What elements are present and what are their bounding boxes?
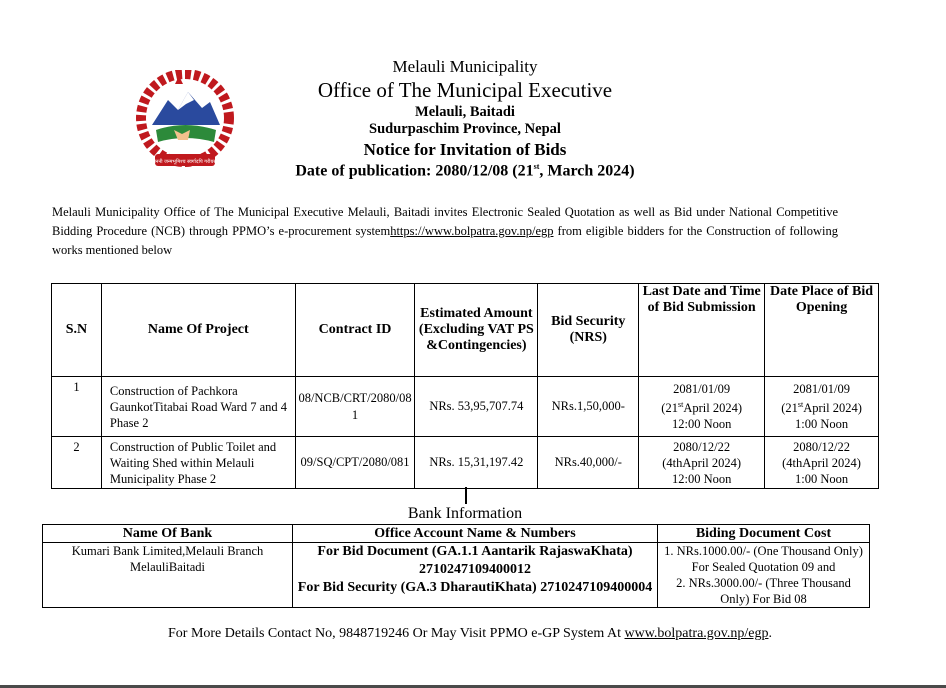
- bank-header-row: [43, 525, 870, 543]
- row-contract-id: 09/SQ/CPT/2080/081: [295, 437, 415, 489]
- publication-date: Date of publication: 2080/12/08 (21st, March 2024): [295, 162, 635, 180]
- row-project: Construction of Public Toilet and Waiting Shed within Melauli Municipality Phase 2: [101, 437, 295, 489]
- intro-paragraph: Melauli Municipality Office of The Municipal Executive Melauli, Baitadi invites Electronic Sealed Quotation as well as Bid under National Competitive Bidding Procedure (NCB) through PPMO’s e-procurement systemhttps://www.bolpatra.gov.np/egp from eligible bidders for the Construction of following works mentioned below: [52, 205, 838, 257]
- header-cost: Biding Document Cost: [658, 525, 870, 543]
- row-security: NRs.1,50,000-: [538, 377, 639, 437]
- table-header-row: [52, 284, 879, 377]
- header-security: Bid Security (NRS): [538, 284, 639, 377]
- row-contract-id: 08/NCB/CRT/2080/081: [295, 377, 415, 437]
- row-submission: 2080/12/22 (4thApril 2024) 12:00 Noon: [639, 437, 765, 489]
- row-amount: NRs. 53,95,707.74: [415, 377, 538, 437]
- office-location: Melauli, Baitadi: [415, 104, 515, 120]
- header-sn: S.N: [52, 284, 102, 377]
- document-cost: 1. NRs.1000.00/- (One Thousand Only) For Sealed Quotation 09 and 2. NRs.3000.00/- (Three Thousand Only) For Bid 08: [658, 543, 870, 608]
- header-bank-name: Name Of Bank: [43, 525, 293, 543]
- header-opening: Date Place of Bid Opening: [765, 284, 879, 377]
- row-sn: 1: [52, 377, 102, 437]
- header-submission: Last Date and Time of Bid Submission: [639, 284, 765, 377]
- header-amount: Estimated Amount(Excluding VAT PS&Contingencies): [415, 284, 538, 377]
- header-contract-id: Contract ID: [295, 284, 415, 377]
- bank-name: Kumari Bank Limited,Melauli Branch MelauliBaitadi: [43, 543, 293, 608]
- row-sn: 2: [52, 437, 102, 489]
- office-title: Office of The Municipal Executive: [317, 78, 613, 102]
- office-province: Sudurpaschim Province, Nepal: [369, 121, 561, 137]
- bank-info-title: Bank Information: [407, 505, 523, 522]
- notice-title: Notice for Invitation of Bids: [363, 140, 567, 159]
- row-project: Construction of Pachkora GaunkotTitabai Road Ward 7 and 4 Phase 2: [101, 377, 295, 437]
- bid-table: [51, 283, 879, 489]
- table-row: [43, 543, 870, 608]
- row-opening: 2081/01/09 (21stApril 2024) 1:00 Noon: [765, 377, 879, 437]
- table-row: [52, 377, 879, 437]
- header-account: Office Account Name & Numbers: [293, 525, 658, 543]
- bank-table: [42, 524, 870, 608]
- egp-link[interactable]: https://www.bolpatra.gov.np/egp: [390, 224, 554, 238]
- row-submission: 2081/01/09 (21stApril 2024) 12:00 Noon: [639, 377, 765, 437]
- nepal-emblem-icon: [130, 70, 240, 170]
- footer-egp-link[interactable]: www.bolpatra.gov.np/egp: [624, 626, 769, 641]
- divider-tick: [465, 487, 467, 504]
- emblem-motto: जननी जन्मभूमिश्च स्वर्गादपि गरीयसी: [151, 159, 219, 165]
- municipality-name: Melauli Municipality: [392, 57, 538, 76]
- row-opening: 2080/12/22 (4thApril 2024) 1:00 Noon: [765, 437, 879, 489]
- row-security: NRs.40,000/-: [538, 437, 639, 489]
- table-row: [52, 437, 879, 489]
- footer-contact: For More Details Contact No, 9848719246 Or May Visit PPMO e-GP System At www.bolpatra.gov.np/egp.: [168, 626, 772, 641]
- row-amount: NRs. 15,31,197.42: [415, 437, 538, 489]
- header-project: Name Of Project: [101, 284, 295, 377]
- account-details: For Bid Document (GA.1.1 Aantarik RajaswaKhata) 2710247109400012 For Bid Security (GA.3 DharautiKhata) 2710247109400004: [293, 543, 658, 608]
